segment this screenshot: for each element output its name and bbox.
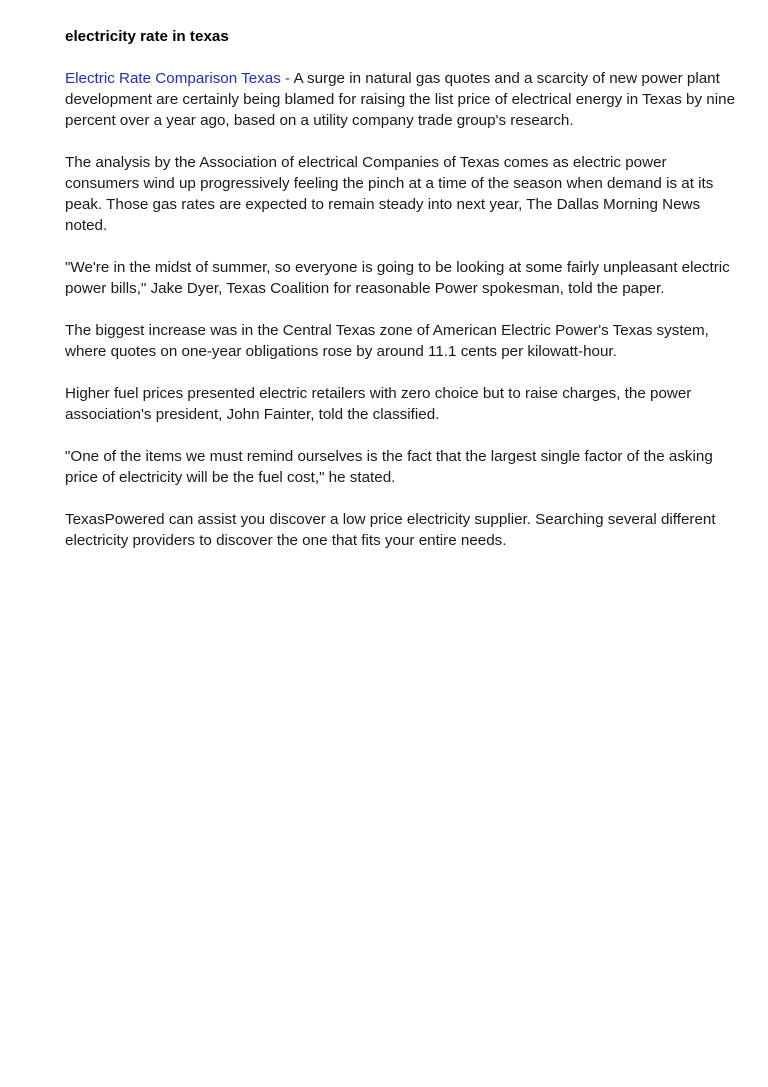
paragraph-fuel-prices: Higher fuel prices presented electric retailers with zero choice but to raise charges, the power association's president, John Fainter, told the classified. <box>65 385 692 423</box>
electric-rate-comparison-link[interactable]: Electric Rate Comparison Texas <box>65 70 281 87</box>
link-separator: - <box>280 70 294 87</box>
document-body <box>65 26 740 572</box>
intro-paragraph <box>65 68 740 131</box>
document-title: electricity rate in texas <box>65 28 229 45</box>
paragraph-quote-fuel-cost: "One of the items we must remind ourselves is the fact that the largest single factor of the asking price of electricity will be the fuel cost," he stated. <box>65 448 713 486</box>
paragraph-quote-dyer: "We're in the midst of summer, so everyone is going to be looking at some fairly unpleasant electric power bills," Jake Dyer, Texas Coalition for reasonable Power spokesman, told the paper. <box>65 259 730 297</box>
paragraph-biggest-increase: The biggest increase was in the Central Texas zone of American Electric Power's Texas system, where quotes on one-year obligations rose by around 11.1 cents per kilowatt-hour. <box>65 322 709 360</box>
intro-text: A surge in natural gas quotes and a scarcity of new power plant development are certainly being blamed for raising the list price of electrical energy in Texas by nine percent over a year ago, based on a utility company trade group's research. <box>65 70 736 129</box>
paragraph-texaspowered: TexasPowered can assist you discover a low price electricity supplier. Searching several different electricity providers to discover the one that fits your entire needs. <box>65 511 716 549</box>
paragraph-analysis: The analysis by the Association of electrical Companies of Texas comes as electric power consumers wind up progressively feeling the pinch at a time of the season when demand is at its peak. Those gas rates are expected to remain steady into next year, The Dallas Morning News noted. <box>65 154 714 234</box>
